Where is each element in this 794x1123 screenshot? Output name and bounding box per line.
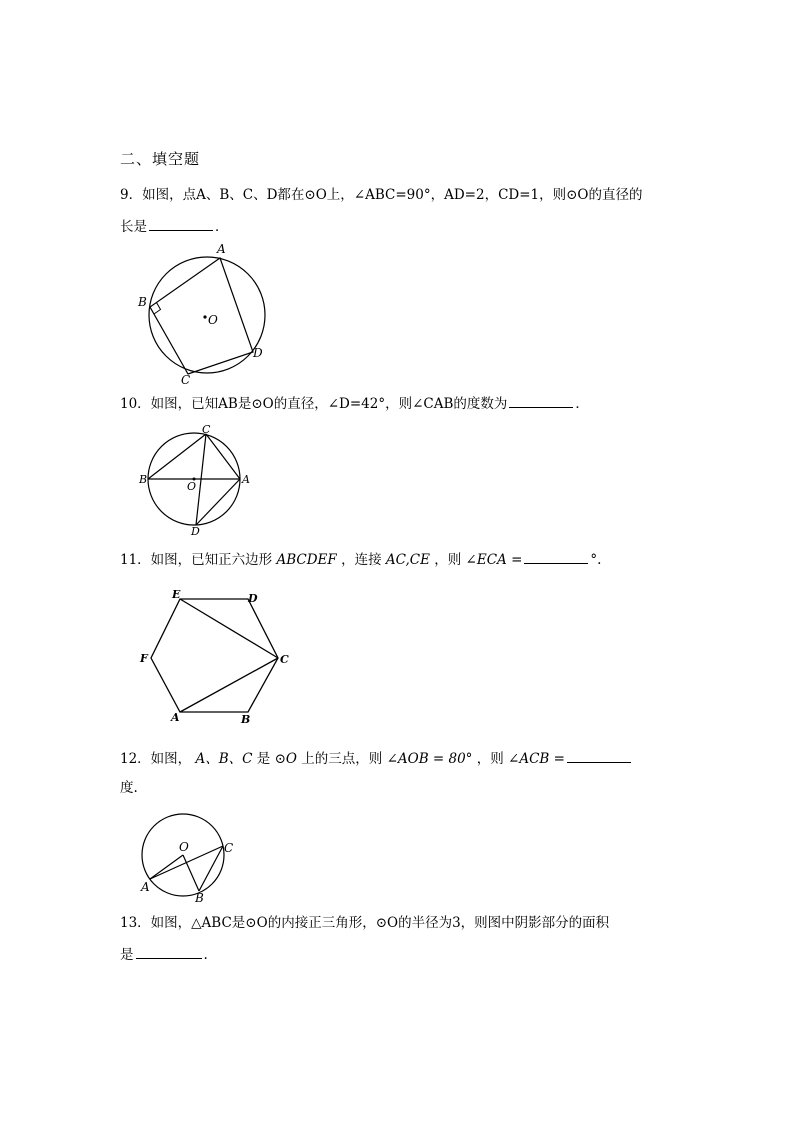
q12-ask-angle: ∠ACB = [508, 751, 565, 767]
q13-line2-post: . [203, 947, 208, 963]
q12-line1 [120, 748, 633, 769]
q12-label-o: O [179, 840, 189, 854]
q11-text-post: °. [590, 552, 602, 568]
q11-figure [138, 585, 298, 730]
q9-line2-post: ． [215, 219, 229, 235]
q12-line2: 度. [120, 780, 138, 796]
q12-text-mid1: 是 [256, 751, 271, 767]
q10-figure [138, 424, 258, 536]
q12-figure [135, 808, 245, 908]
q9-answer-blank[interactable] [149, 216, 213, 231]
q10-line [120, 393, 589, 414]
q9-line2-pre: 长是 [120, 219, 147, 235]
q10-answer-blank[interactable] [509, 393, 573, 408]
q11-label-f: F [140, 652, 148, 665]
q12-answer-blank[interactable] [567, 748, 631, 763]
q12-text-pre: 12．如图， [120, 751, 192, 767]
q12-text-mid3: ，则 [476, 751, 504, 767]
q9-label-a: A [217, 242, 226, 256]
q11-hexagon-name: ABCDEF [276, 552, 337, 568]
q10-label-c: C [202, 423, 211, 436]
q13-line2 [120, 944, 208, 965]
q13-line1: 13．如图，△ABC是⊙O的内接正三角形，⊙O的半径为3，则图中阴影部分的面积 [120, 915, 610, 931]
q12-points: A、B、C [195, 751, 253, 767]
q10-label-a: A [242, 473, 250, 486]
q9-label-b: B [138, 295, 147, 309]
q11-answer-blank[interactable] [524, 549, 588, 564]
q12-label-c: C [224, 841, 234, 855]
q12-circle: ⊙O [274, 751, 297, 767]
q9-line1: 9．如图，点A、B、C、D都在⊙O上，∠ABC=90°，AD=2，CD=1，则⊙O的直径的 [120, 187, 643, 203]
q9-label-c: C [181, 373, 191, 387]
q11-text-pre: 11．如图，已知正六边形 [120, 552, 273, 568]
q11-segments: AC,CE [385, 552, 430, 568]
q11-angle: ∠ECA = [465, 552, 523, 568]
q9-line2 [120, 216, 229, 237]
q11-label-e: E [172, 588, 181, 601]
q10-label-o: O [187, 480, 197, 493]
q11-line [120, 549, 601, 570]
q11-label-b: B [241, 713, 251, 726]
q11-label-c: C [280, 653, 289, 666]
q12-label-b: B [195, 891, 204, 905]
q13-answer-blank[interactable] [136, 944, 202, 959]
q10-label-d: D [191, 525, 200, 538]
q11-label-a: A [171, 711, 180, 724]
q12-label-a: A [141, 880, 150, 894]
q9-label-o: O [208, 313, 218, 327]
q9-label-d: D [253, 346, 263, 360]
q10-text-pre: 10．如图，已知AB是⊙O的直径，∠D=42°，则∠CAB的度数为 [120, 396, 508, 412]
q11-label-d: D [248, 592, 258, 605]
q12-given-angle: ∠AOB = 80° [386, 751, 473, 767]
q13-line2-pre: 是 [120, 947, 134, 963]
q10-text-post: ． [575, 396, 589, 412]
section-title: 二、填空题 [120, 150, 201, 168]
q12-text-mid2: 上的三点，则 [301, 751, 383, 767]
q11-text-mid2: ，则 [434, 552, 462, 568]
q11-text-mid1: ，连接 [341, 552, 382, 568]
q10-label-b: B [139, 473, 148, 486]
q9-figure [135, 240, 275, 385]
